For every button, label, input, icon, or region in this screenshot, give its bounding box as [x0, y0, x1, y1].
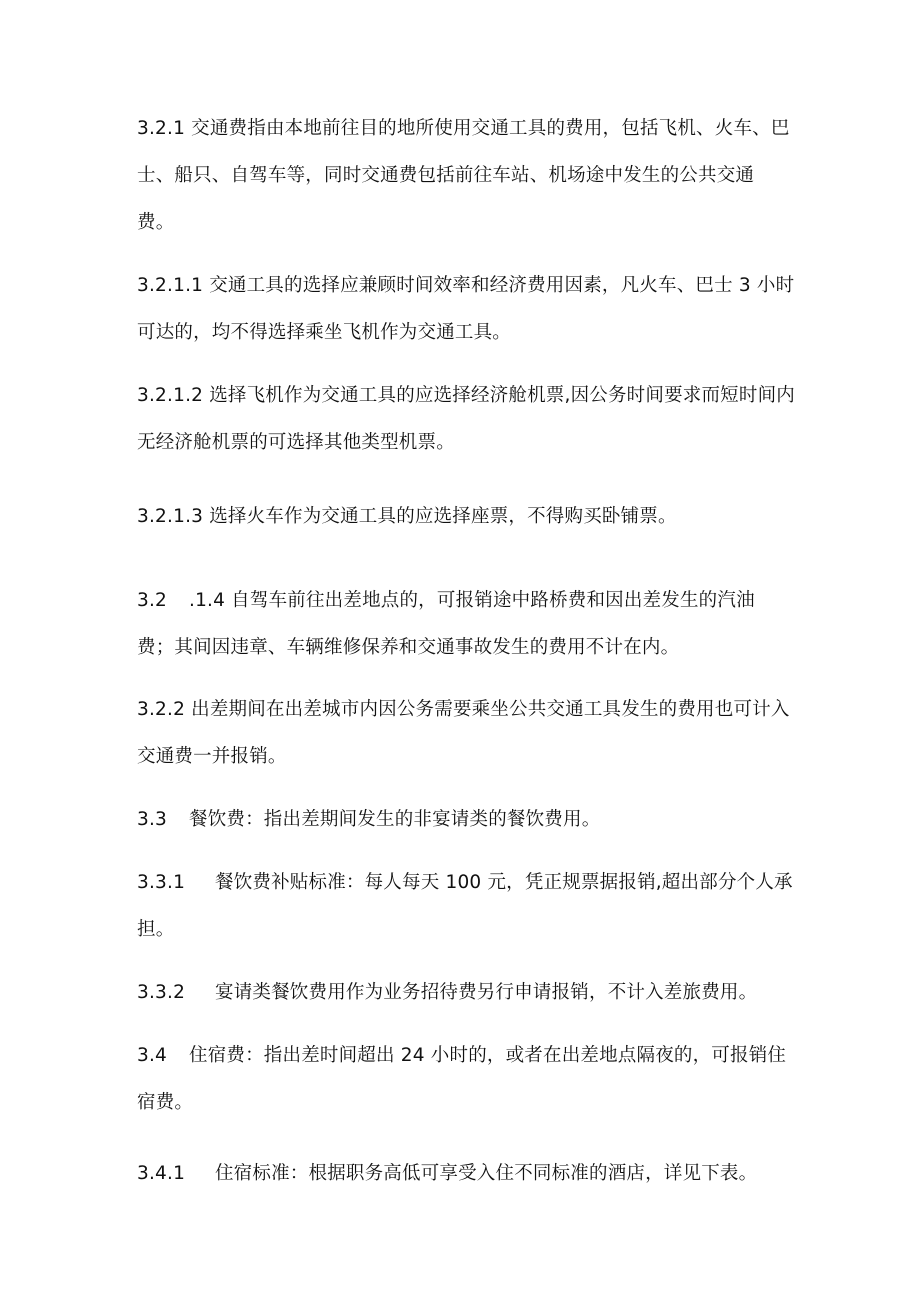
text-line: 宿费。 [137, 1092, 194, 1113]
clause-text: 餐饮费：指出差期间发生的非宴请类的餐饮费用。 [189, 809, 601, 830]
text-line-3-2-1-1: 3.2.1.1 交通工具的选择应兼顾时间效率和经济费用因素，凡火车、巴士 3 小时 [137, 275, 795, 296]
text-line: 无经济舱机票的可选择其他类型机票。 [137, 432, 455, 453]
clause-text: 餐饮费补贴标准：每人每天 100 元，凭正规票据报销,超出部分个人承 [215, 872, 793, 893]
text-line-3-2-1-3: 3.2.1.3 选择火车作为交通工具的应选择座票，不得购买卧铺票。 [137, 506, 677, 527]
text-line-3-2-1: 3.2.1 交通费指由本地前往目的地所使用交通工具的费用，包括飞机、火车、巴 [137, 118, 790, 139]
clause-text: .1.4 自驾车前往出差地点的，可报销途中路桥费和因出差发生的汽油 [189, 590, 755, 611]
clause-text: 宴请类餐饮费用作为业务招待费另行申请报销，不计入差旅费用。 [215, 982, 758, 1003]
text-line: 担。 [137, 919, 175, 940]
text-line: 费；其间因违章、车辆维修保养和交通事故发生的费用不计在内。 [137, 637, 680, 658]
clause-number: 3.3 [137, 809, 168, 830]
clause-number: 3.4 [137, 1045, 168, 1066]
text-line: 费。 [137, 212, 175, 233]
clause-number: 3.2 [137, 590, 168, 611]
text-line-3-2-1-4 [137, 589, 755, 613]
text-line-3-4 [137, 1044, 786, 1068]
clause-text: 住宿费：指出差时间超出 24 小时的，或者在出差地点隔夜的，可报销住 [189, 1045, 787, 1066]
text-line-3-3-1 [137, 871, 793, 895]
text-line-3-3 [137, 808, 600, 832]
text-line-3-2-2: 3.2.2 出差期间在出差城市内因公务需要乘坐公共交通工具发生的费用也可计入 [137, 699, 790, 720]
text-line-3-4-1 [137, 1162, 757, 1186]
text-line: 士、船只、自驾车等，同时交通费包括前往车站、机场途中发生的公共交通 [137, 165, 755, 186]
clause-number: 3.3.1 [137, 872, 186, 893]
text-line: 交通费一并报销。 [137, 746, 287, 767]
clause-number: 3.4.1 [137, 1163, 186, 1184]
text-line-3-2-1-2: 3.2.1.2 选择飞机作为交通工具的应选择经济舱机票,因公务时间要求而短时间内 [137, 385, 795, 406]
text-line-3-3-2 [137, 981, 757, 1005]
clause-number: 3.3.2 [137, 982, 186, 1003]
text-line: 可达的，均不得选择乘坐飞机作为交通工具。 [137, 322, 512, 343]
clause-text: 住宿标准：根据职务高低可享受入住不同标准的酒店，详见下表。 [215, 1163, 758, 1184]
